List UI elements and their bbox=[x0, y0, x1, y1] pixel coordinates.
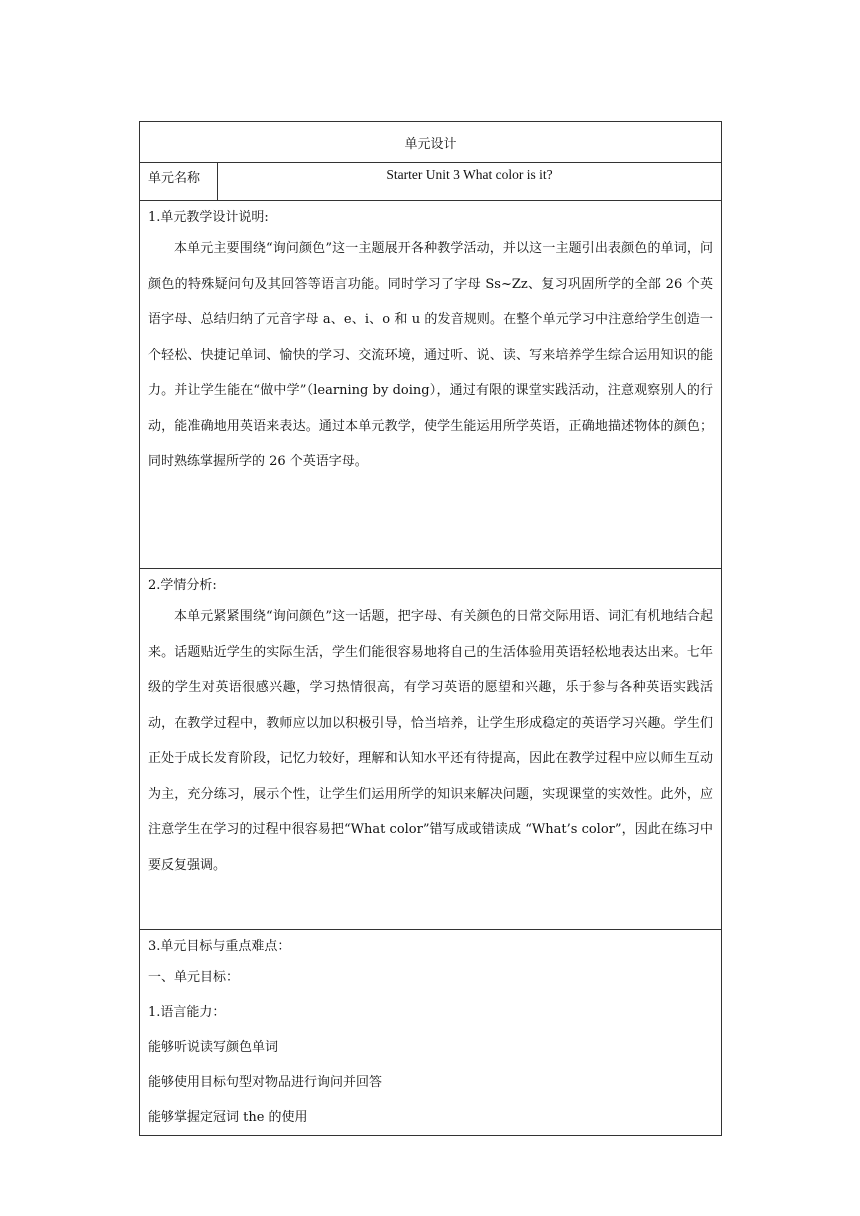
objectives-line: 一、单元目标： bbox=[148, 970, 240, 985]
section1-heading: 1.单元教学设计说明: bbox=[148, 210, 269, 225]
section-learner-analysis bbox=[140, 569, 721, 930]
section1-paragraph: 本单元主要围绕“询问颜色”这一主题展开各种教学活动，并以这一主题引出表颜色的单词，问颜色的特殊疑问句及其回答等语言功能。同时学习了字母 Ss~Zz、复习巩固所学的全部 26 个英语字母、总结归纳了元音字母 a、e、i、o 和 u 的发音规则。在整个单元学习中注意给学生创造一个轻松、快捷记单词、愉快的学习、交流环境，通过听、说、读、写来培养学生综合运用知识的能力。并让学生能在“做中学”（learning by doing），通过有限的课堂实践活动，注意观察别人的行动，能准确地用英语来表达。通过本单元教学，使学生能运用所学英语，正确地描述物体的颜色；同时熟练掌握所学的 26 个英语字母。 bbox=[148, 241, 713, 469]
table-title-row bbox=[140, 122, 721, 163]
unit-name-value: Starter Unit 3 What color is it? bbox=[386, 167, 553, 182]
section2-paragraph: 本单元紧紧围绕“询问颜色”这一话题，把字母、有关颜色的日常交际用语、词汇有机地结合起来。话题贴近学生的实际生活，学生们能很容易地将自己的生活体验用英语轻松地表达出来。七年级的学生对英语很感兴趣，学习热情很高，有学习英语的愿望和兴趣，乐于参与各种英语实践活动，在教学过程中，教师应以加以积极引导，恰当培养，让学生形成稳定的英语学习兴趣。学生们正处于成长发育阶段，记忆力较好，理解和认知水平还有待提高，因此在教学过程中应以师生互动为主，充分练习，展示个性，让学生们运用所学的知识来解决问题，实现课堂的实效性。此外，应注意学生在学习的过程中很容易把“What color”错写成或错读成 “What’s color”，因此在练习中要反复强调。 bbox=[148, 609, 713, 873]
section-objectives bbox=[140, 930, 721, 1135]
objectives-line: 能够听说读写颜色单词 bbox=[148, 1040, 279, 1055]
unit-design-table bbox=[139, 121, 722, 1136]
section2-heading: 2.学情分析: bbox=[148, 578, 217, 593]
section3-heading: 3.单元目标与重点难点： bbox=[148, 939, 291, 954]
section-teaching-design bbox=[140, 201, 721, 569]
unit-name-label: 单元名称 bbox=[140, 163, 218, 200]
table-title: 单元设计 bbox=[404, 136, 457, 152]
objectives-line: 能够掌握定冠词 the 的使用 bbox=[148, 1110, 308, 1125]
unit-name-row bbox=[140, 163, 721, 201]
objectives-line: 1.语言能力： bbox=[148, 1005, 226, 1020]
objectives-line: 能够使用目标句型对物品进行询问并回答 bbox=[148, 1075, 383, 1090]
